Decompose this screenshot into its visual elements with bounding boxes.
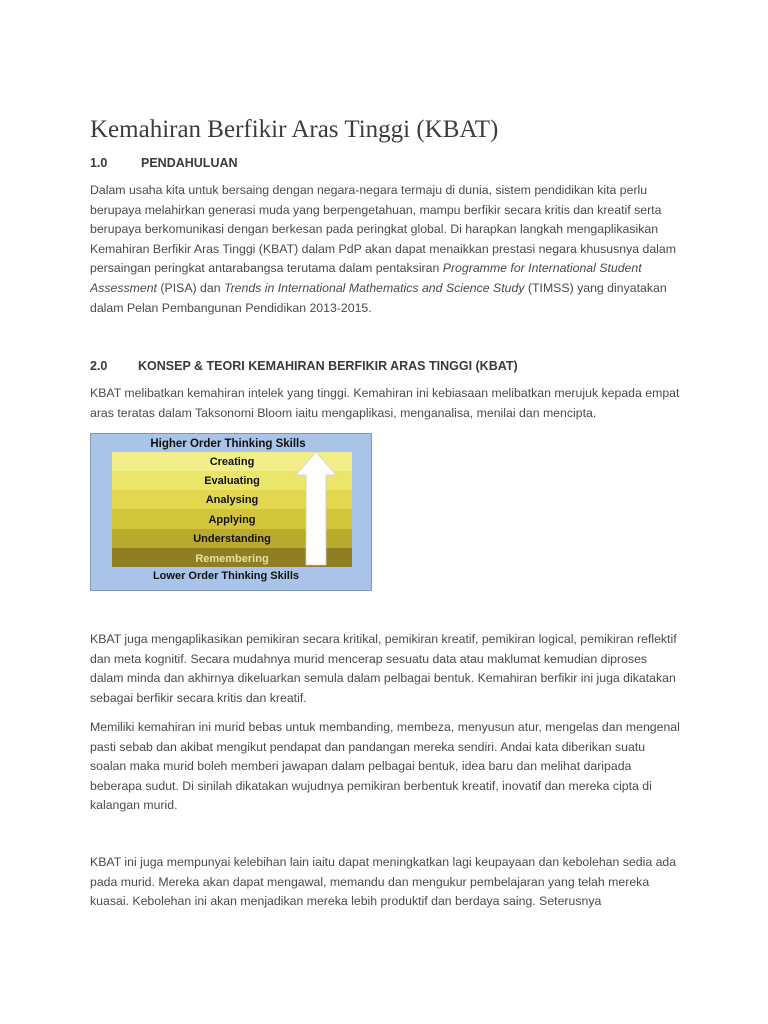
level-creating-label: Creating [209,456,255,468]
paragraph-text: (TIMSS) yang dinyatakan dalam Pelan Pembangunan Pendidikan 2013-2015. [90,280,667,315]
higher-order-label: Higher Order Thinking Skills [150,438,306,450]
level-applying-label: Applying [208,514,256,526]
paragraph-italic-pisa: Programme for International Student Assessment [90,261,642,295]
section-heading-pendahuluan [90,156,238,170]
level-analysing-label: Analysing [205,494,259,506]
paragraph-pendahuluan [90,181,680,318]
section-heading-konsep [90,359,518,373]
hots-pyramid-figure [90,433,372,591]
paragraph-kbat-intro: KBAT melibatkan kemahiran intelek yang tinggi. Kemahiran ini kebiasaan melibatkan merujuk kepada empat aras teratas dalam Taksonomi Bloom iaitu mengaplikasi, menganalisa, menilai dan mencipta. [90,386,680,420]
paragraph-kbat-aplikasi: KBAT juga mengaplikasikan pemikiran secara kritikal, pemikiran kreatif, pemikiran logical, pemikiran reflektif dan meta kognitif. Secara mudahnya murid mencerap sesuatu data atau maklumat kemudian diproses dalam minda dan akhirnya dikeluarkan semula dalam pelbagai bentuk. Kemahiran berfikir ini juga dikatakan sebagai berfikir secara kritis dan kreatif. [90,632,677,705]
page-title: Kemahiran Berfikir Aras Tinggi (KBAT) [90,116,499,143]
paragraph-kbat-kemahiran: Memiliki kemahiran ini murid bebas untuk membanding, membeza, menyusun atur, mengelas dan mengenal pasti sebab dan akibat mengikut pendapat dan pandangan mereka sendiri. Andai kata diberikan suatu soalan maka murid boleh memberi jawapan dalam pelbagai bentuk, idea baru dan melihat daripada beberapa sudut. Di sinilah dikatakan wujudnya pemikiran berbentuk kreatif, inovatif dan mereka cipta di kalangan murid. [90,720,680,813]
lower-order-label: Lower Order Thinking Skills [152,570,300,582]
paragraph-text: (PISA) dan [156,280,224,295]
level-remembering-label: Remembering [195,553,269,565]
section-number: 2.0 [90,359,108,373]
paragraph-kbat-kelebihan: KBAT ini juga mempunyai kelebihan lain iaitu dapat meningkatkan lagi keupayaan dan kebolehan sedia ada pada murid. Mereka akan dapat mengawal, memandu dan mengukur pembelajaran yang telah mereka kuasai. Kebolehan ini akan menjadikan mereka lebih produktif dan berdaya saing. Seterusnya [90,855,677,909]
level-understanding-label: Understanding [193,533,271,545]
paragraph-italic-timss: Trends in International Mathematics and Science Study [223,280,525,295]
section-number: 1.0 [90,156,108,170]
section-title: PENDAHULUAN [141,156,238,170]
paragraph-text: Dalam usaha kita untuk bersaing dengan negara-negara termaju di dunia, sistem pendidikan kita perlu berupaya melahirkan generasi muda yang berpengetahuan, mampu berfikir secara kritis dan kreatif serta berupaya berkomunikasi dengan berkesan pada peringkat global. Di harapkan langkah mengaplikasikan Kemahiran Berfikir Aras Tinggi (KBAT) dalam PdP akan dapat menaikkan prestasi negara khususnya dalam persaingan peringkat antarabangsa terutama dalam pentaksiran [90,183,676,276]
section-title: KONSEP & TEORI KEMAHIRAN BERFIKIR ARAS TINGGI (KBAT) [138,359,518,373]
level-evaluating-label: Evaluating [204,475,260,487]
